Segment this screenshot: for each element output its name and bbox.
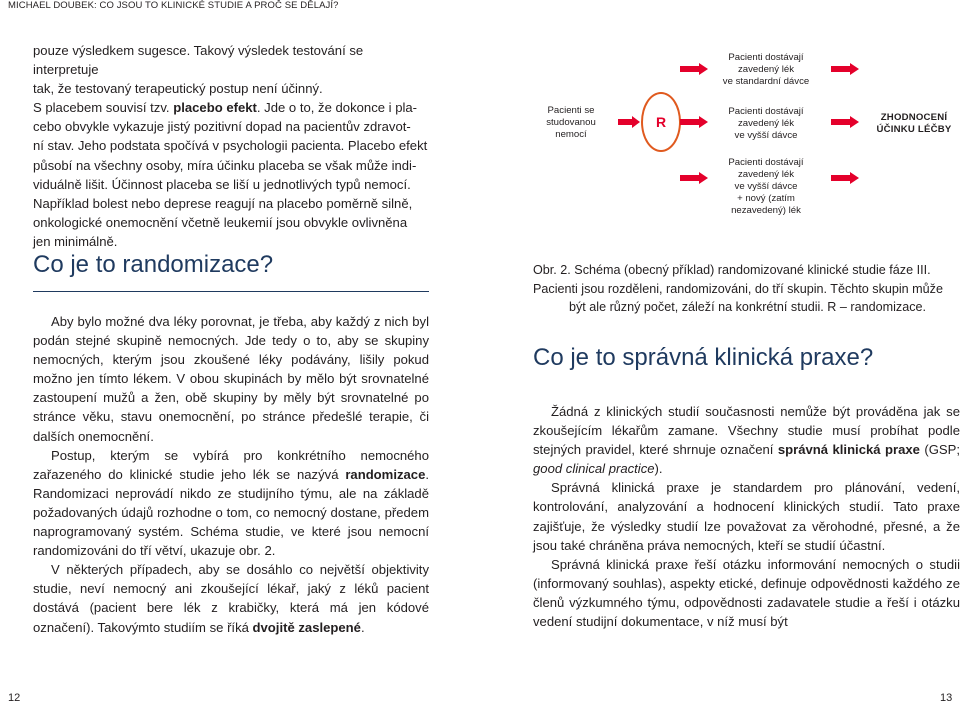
gcp-heading: Co je to správná klinická praxe? — [533, 344, 874, 371]
arrow-arm-3-icon — [680, 172, 708, 184]
study-scheme-diagram — [530, 40, 960, 225]
randomization-paragraph-3: V některých případech, aby se dosáhlo co největší objektivity studie, neví nemocný ani zkoušející lékař, jaký z léků pacient dostává (pacient bere lék z krabičky, která má jen kódové označení). Takovýmto studiím se říká dvojitě zaslepené. — [33, 562, 429, 635]
page-number-left: 12 — [8, 692, 21, 704]
intro-line: onkologické onemocnění včetně leukemií jsou obvykle ovlivněna — [33, 214, 408, 230]
randomization-heading: Co je to randomizace? — [33, 251, 274, 278]
gcp-paragraph-3: Správná klinická praxe řeší otázku informování nemocných o studii (informovaný souhlas), aspekty etické, definuje odpovědnosti každého ze členů výzkumného týmu, odpovědnosti zadavatele studie a řeší i otázku vedení studijní dokumentace, v níž musí být — [533, 556, 960, 630]
gcp-paragraph-1: Žádná z klinických studií současnosti nemůže být prováděna jak se zkoušejícím lékařům zamane. Všechny studie musí probíhat podle stejných pravidel, které shrnuje označení správná klinická praxe (GSP; good clinical practice). — [533, 404, 960, 477]
arm-3-label: Pacienti dostávají zavedený lék ve vyšší dávce + nový (zatím nezavedený) lék — [728, 157, 804, 216]
intro-line: tak, že testovaný terapeutický postup není účinný. — [33, 81, 323, 97]
caption-line: Pacienti jsou rozděleni, randomizováni, do tří skupin. Těchto skupin může — [533, 281, 943, 296]
evaluation-label: ZHODNOCENÍ ÚČINKU LÉČBY — [876, 112, 952, 135]
randomization-paragraph-2: Postup, kterým se vybírá pro konkrétního nemocného zařazeného do klinické studie jeho lék se nazývá randomizace. Randomizaci neprovádí nikdo ze studijního týmu, ale na základě požadovaných údajů rozhodne o tom, co nemocný dostane, předem naprogramovaný systém. Schéma studie, ve které jsou nemocní randomizováni do tří větví, ukazuje obr. 2. — [33, 447, 429, 559]
intro-text — [33, 41, 429, 251]
running-header: MICHAEL DOUBEK: CO JSOU TO KLINICKÉ STUDIE A PROČ SE DĚLAJÍ? — [8, 0, 339, 11]
arm-1-label: Pacienti dostávají zavedený lék ve standardní dávce — [722, 52, 810, 87]
intro-line: působí na všechny osoby, míra účinku placeba se však může indi- — [33, 157, 417, 173]
intro-line: cebo obvykle vykazuje jistý pozitivní dopad na pacientův zdravot- — [33, 119, 411, 135]
heading-rule — [33, 291, 429, 292]
arm-2-label: Pacienti dostávají zavedený lék ve vyšší dávce — [728, 106, 804, 141]
caption-line: být ale různý počet, záleží na konkrétní studii. R – randomizace. — [569, 300, 927, 315]
arrow-out-3-icon — [831, 172, 859, 184]
randomization-node: R — [641, 92, 681, 152]
intro-line: viduálně lišit. Účinnost placeba se liší u jednotlivých typů nemocí. — [33, 176, 411, 192]
gcp-paragraph-2: Správná klinická praxe je standardem pro plánování, vedení, kontrolování, analyzování a hodnocení klinických studií. Tato praxe zajišťuje, že výsledky studií lze považovat za věrohodné, přesné, a že jsou také chráněna práva nemocných, kteří se studií účastní. — [533, 480, 960, 553]
page-number-right: 13 — [940, 692, 953, 704]
studied-patients-label: Pacienti se studovanou nemocí — [546, 105, 596, 140]
intro-line: jen minimálně. — [33, 233, 118, 249]
figure-caption — [533, 261, 953, 317]
arrow-arm-2-icon — [680, 116, 708, 128]
intro-line: ní stav. Jeho podstata spočívá v psychologii pacienta. Placebo efekt — [33, 138, 428, 154]
arrow-arm-1-icon — [680, 63, 708, 75]
arrow-out-2-icon — [831, 116, 859, 128]
intro-line: S placebem souvisí tzv. placebo efekt. Jde o to, že dokonce i pla- — [33, 100, 418, 116]
gcp-section — [533, 344, 960, 631]
caption-line: Obr. 2. Schéma (obecný příklad) randomizované klinické studie fáze III. — [533, 263, 931, 277]
arrow-to-r-icon — [618, 116, 640, 128]
randomization-section — [33, 251, 429, 637]
arrow-out-1-icon — [831, 63, 859, 75]
intro-line: pouze výsledkem sugesce. Takový výsledek testování se interpretuje — [33, 43, 364, 78]
randomization-paragraph-1: Aby bylo možné dva léky porovnat, je třeba, aby každý z nich byl podán stejné skupině nemocných. Jde tedy o to, aby se skupiny nemocných, kterým jsou zkoušené léky podávány, lišily pokud možno jen tímto lékem. V obou skupinách by mělo být srovnatelné zastoupení mužů a žen, obě skupiny by měly být srovnatelné po stránce věku, stavu onemocnění, po stránce předešlé terapie, či dalších onemocnění. — [33, 314, 429, 444]
intro-line: Například bolest nebo deprese reagují na placebo poměrně silně, — [33, 195, 413, 211]
